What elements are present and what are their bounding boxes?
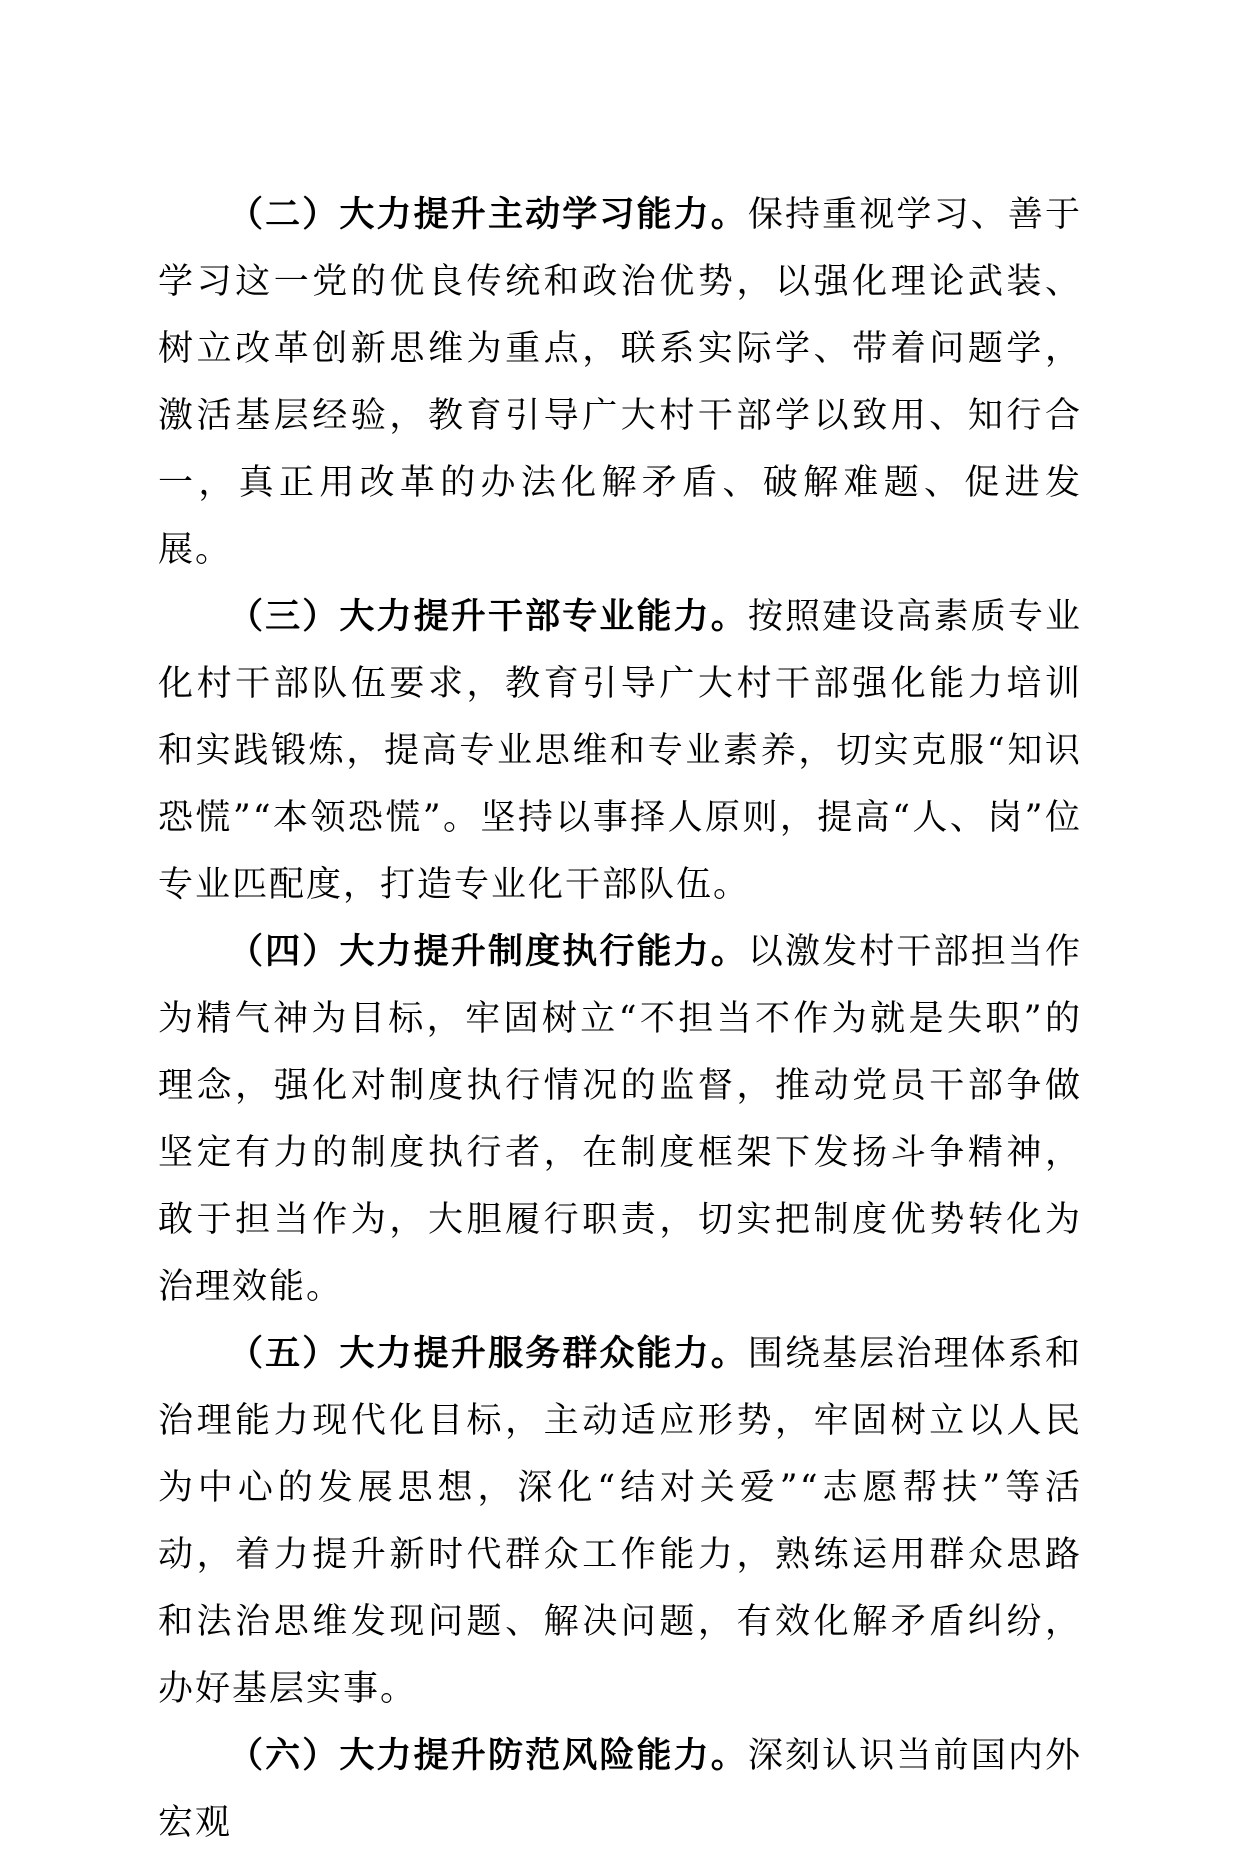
section-heading-6: （六）大力提升防范风险能力。 [228,1736,748,1776]
paragraph-body-2: 保持重视学习、善于学习这一党的优良传统和政治优势，以强化理论武装、树立改革创新思维为重点，联系实际学、带着问题学，激活基层经验，教育引导广大村干部学以致用、知行合一，真正用改革的办法化解矛盾、破解难题、促进发展。 [158,195,1082,570]
section-heading-4: （四）大力提升制度执行能力。 [228,932,748,972]
paragraph-3 [158,584,1082,919]
section-heading-2: （二）大力提升主动学习能力。 [228,195,748,235]
paragraph-4 [158,919,1082,1321]
paragraph-6 [158,1723,1082,1857]
paragraph-5 [158,1321,1082,1723]
section-heading-5: （五）大力提升服务群众能力。 [228,1334,748,1374]
paragraph-2 [158,182,1082,584]
paragraph-body-6: 深刻认识当前国内外宏观 [158,1736,1082,1843]
paragraph-body-4: 以激发村干部担当作为精气神为目标，牢固树立“不担当不作为就是失职”的理念，强化对制度执行情况的监督，推动党员干部争做坚定有力的制度执行者，在制度框架下发扬斗争精神，敢于担当作为，大胆履行职责，切实把制度优势转化为治理效能。 [158,932,1082,1307]
section-heading-3: （三）大力提升干部专业能力。 [228,597,748,637]
paragraph-body-3: 按照建设高素质专业化村干部队伍要求，教育引导广大村干部强化能力培训和实践锻炼，提高专业思维和专业素养，切实克服“知识恐慌”“本领恐慌”。坚持以事择人原则，提高“人、岗”位专业匹配度，打造专业化干部队伍。 [158,597,1082,905]
paragraph-body-5: 围绕基层治理体系和治理能力现代化目标，主动适应形势，牢固树立以人民为中心的发展思想，深化“结对关爱”“志愿帮扶”等活动，着力提升新时代群众工作能力，熟练运用群众思路和法治思维发现问题、解决问题，有效化解矛盾纠纷，办好基层实事。 [158,1334,1082,1709]
